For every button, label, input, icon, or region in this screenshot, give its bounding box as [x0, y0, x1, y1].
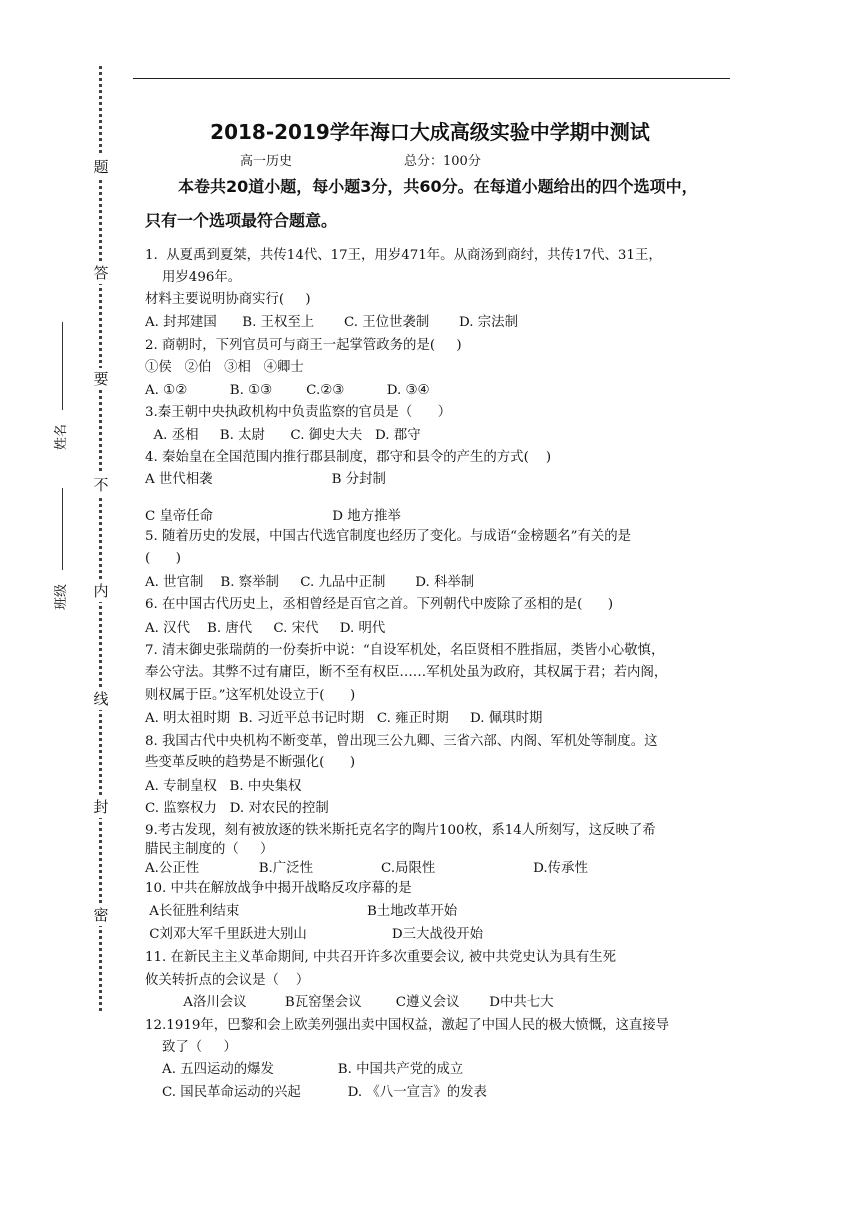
- question-line: 6. 在中国古代历史上，丞相曾经是百官之首。下列朝代中废除了丞相的是( ): [145, 597, 614, 612]
- class-label: 班级: [54, 583, 69, 610]
- name-label: 姓名: [54, 423, 69, 450]
- question-line: A. 世官制 B. 察举制 C. 九品中正制 D. 科举制: [145, 575, 475, 590]
- question-line: 9.考古发现，刻有被放逐的铁米斯托克名字的陶片100枚，系14人所刻写，这反映了希: [145, 823, 656, 838]
- instructions-line-1: 本卷共20道小题，每小题3分，共60分。在每道小题给出的四个选项中，: [178, 177, 698, 196]
- header-rule: [133, 78, 730, 79]
- question-line: 2. 商朝时，下列官员可与商王一起掌管政务的是( ): [145, 338, 462, 353]
- question-line: 致了（ ）: [145, 1040, 237, 1055]
- question-line: A. 汉代 B. 唐代 C. 宋代 D. 明代: [145, 621, 386, 636]
- question-line: 1. 从夏禹到夏桀，共传14代、17王，用岁471年。从商汤到商纣，共传17代、31王，: [145, 248, 662, 263]
- question-line: 7. 清末御史张瑞荫的一份奏折中说：“自设军机处，名臣贤相不胜指屈，类皆小心敬慎，: [145, 643, 665, 658]
- question-line: 4. 秦始皇在全国范围内推行郡县制度，郡守和县令的产生的方式( ): [145, 450, 552, 465]
- name-underline: [62, 322, 63, 410]
- question-line: 5. 随着历史的发展，中国古代选官制度也经历了变化。与成语“金榜题名”有关的是: [145, 529, 632, 544]
- question-line: A洛川会议 B瓦窑堡会议 C遵义会议 D中共七大: [145, 995, 554, 1010]
- class-underline: [62, 488, 63, 570]
- question-line: 10. 中共在解放战争中揭开战略反攻序幕的是: [145, 881, 412, 896]
- question-line: 8. 我国古代中央机构不断变革，曾出现三公九卿、三省六部、内阁、军机处等制度。这: [145, 734, 658, 749]
- question-line: A. 丞相 B. 太尉 C. 御史大夫 D. 郡守: [145, 428, 421, 443]
- question-line: 则权属于臣。”这军机处设立于( ): [145, 688, 356, 703]
- question-line: A. 明太祖时期 B. 习近平总书记时期 C. 雍正时期 D. 佩琪时期: [145, 711, 543, 726]
- question-line: A. 专制皇权 B. 中央集权: [145, 779, 302, 794]
- question-line: A. 五四运动的爆发 B. 中国共产党的成立: [145, 1062, 464, 1077]
- total-score: 总分：100分: [404, 154, 481, 169]
- question-line: A 世代相袭 B 分封制: [145, 472, 386, 487]
- question-line: C. 国民革命运动的兴起 D. 《八一宣言》的发表: [145, 1085, 487, 1100]
- margin-char-da: 答: [93, 264, 109, 282]
- binding-dotted-line: [99, 66, 102, 1011]
- question-line: A.公正性 B.广泛性 C.局限性 D.传承性: [145, 861, 588, 876]
- margin-char-mi: 密: [93, 906, 109, 924]
- question-line: ①侯 ②伯 ③相 ④卿士: [145, 360, 304, 375]
- question-line: C刘邓大军千里跃进大别山 D三大战役开始: [145, 927, 484, 942]
- question-line: 攸关转折点的会议是（ ）: [145, 973, 310, 988]
- question-line: A长征胜利结束 B土地改革开始: [145, 904, 458, 919]
- margin-char-xian: 线: [93, 690, 109, 708]
- margin-char-ti: 题: [93, 158, 109, 176]
- question-line: A. ①② B. ①③ C.②③ D. ③④: [145, 383, 430, 398]
- margin-char-nei: 内: [93, 582, 109, 600]
- exam-title: 2018-2019学年海口大成高级实验中学期中测试: [210, 120, 650, 144]
- question-line: 用岁496年。: [145, 270, 242, 285]
- question-line: 腊民主制度的（ ）: [145, 842, 274, 857]
- question-line: C. 监察权力 D. 对农民的控制: [145, 801, 329, 816]
- question-line: C 皇帝任命 D 地方推举: [145, 509, 401, 524]
- margin-char-feng: 封: [93, 798, 109, 816]
- subject-label: 高一历史: [240, 154, 293, 169]
- margin-char-yao: 要: [93, 370, 109, 388]
- question-line: 11. 在新民主主义革命期间, 中共召开许多次重要会议, 被中共党史认为具有生死: [145, 950, 617, 965]
- question-line: 些变革反映的趋势是不断强化( ): [145, 755, 356, 770]
- question-line: 奉公守法。其弊不过有庸臣，断不至有权臣……军机处虽为政府，其权属于君；若内阁，: [145, 665, 668, 680]
- question-line: ( ): [145, 551, 181, 566]
- question-line: 3.秦王朝中央执政机构中负责监察的官员是（ ）: [145, 405, 452, 420]
- margin-char-bu: 不: [93, 476, 109, 494]
- question-line: A. 封邦建国 B. 王权至上 C. 王位世袭制 D. 宗法制: [145, 315, 518, 330]
- question-line: 材料主要说明协商实行( ): [145, 292, 311, 307]
- question-line: 12.1919年，巴黎和会上欧美列强出卖中国权益，激起了中国人民的极大愤慨，这直接导: [145, 1018, 670, 1033]
- instructions-line-2: 只有一个选项最符合题意。: [145, 211, 338, 230]
